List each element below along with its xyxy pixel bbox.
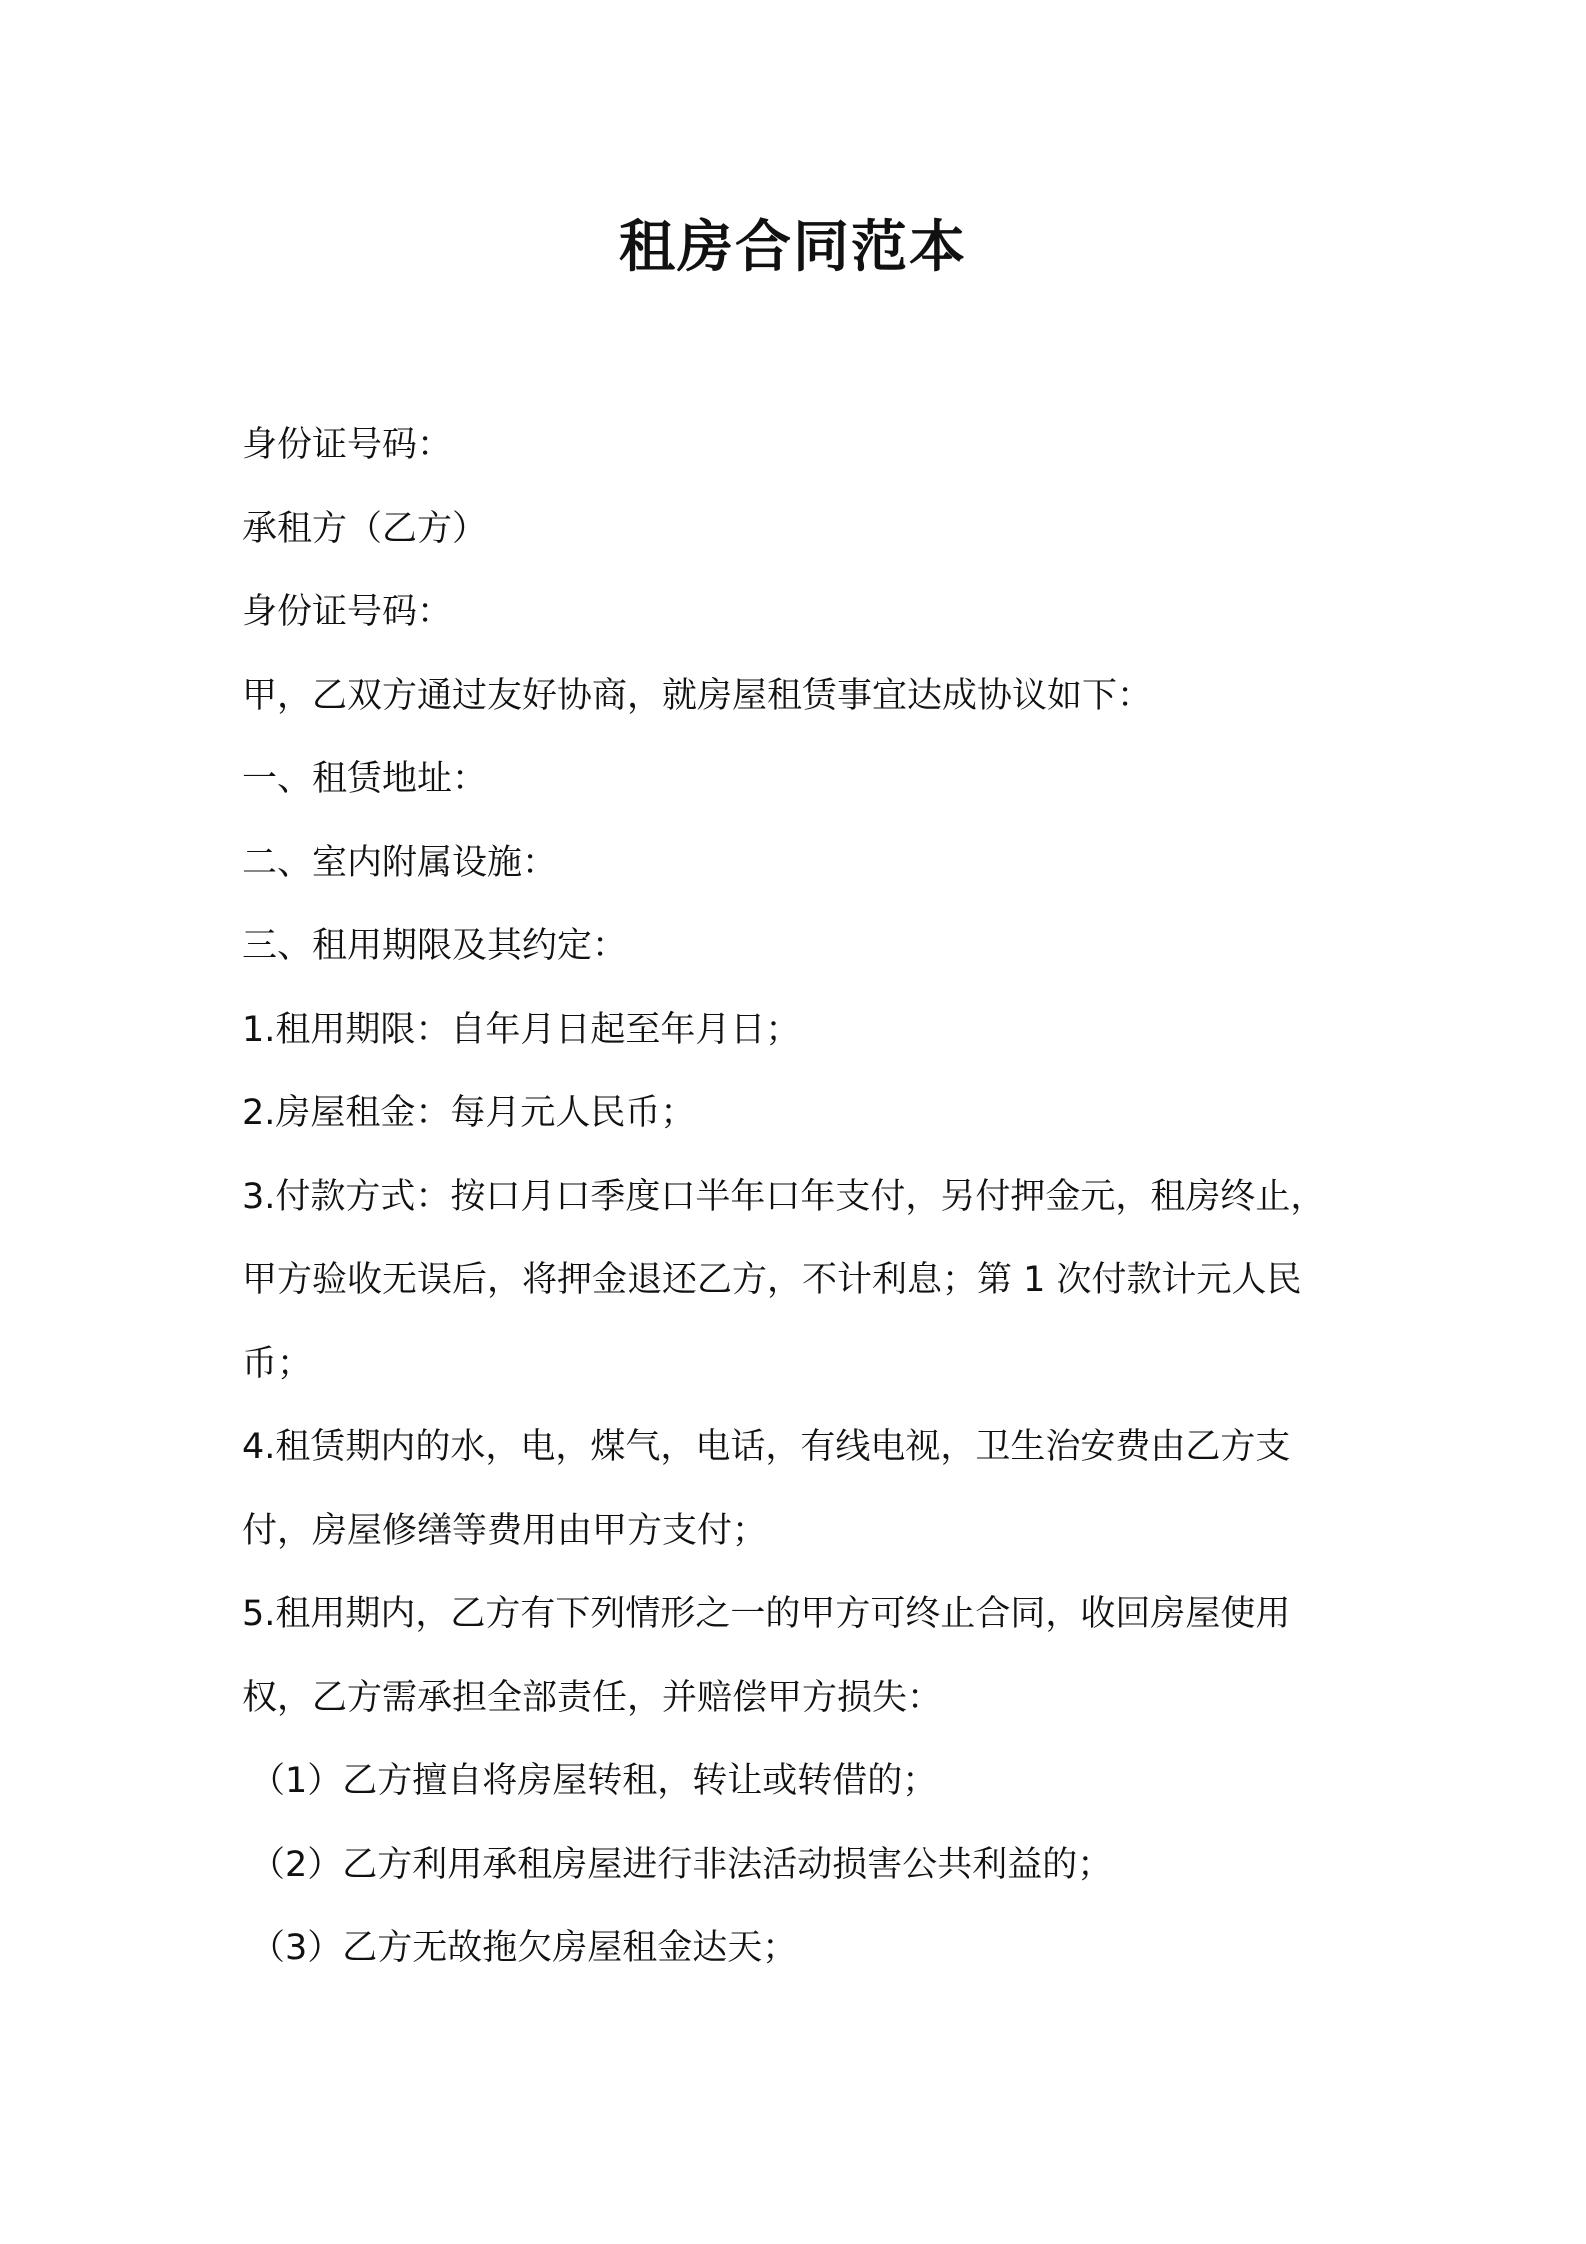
section-1-address: 一、租赁地址： <box>242 759 488 799</box>
clause-2-rent: 2.房屋租金：每月元人民币； <box>242 1093 696 1133</box>
section-3-term: 三、租用期限及其约定： <box>242 926 628 966</box>
clause-5-termination-line-2: 权，乙方需承担全部责任，并赔偿甲方损失： <box>242 1677 943 1718</box>
agreement-intro-line: 甲，乙双方通过友好协商，就房屋租赁事宜达成协议如下： <box>242 675 1153 716</box>
id-number-line-2: 身份证号码： <box>242 592 453 632</box>
clause-4-utilities-line-2: 付，房屋修缮等费用由甲方支付； <box>242 1510 768 1551</box>
clause-5-termination-line-1: 5.租用期内，乙方有下列情形之一的甲方可终止合同，收回房屋使用 <box>242 1594 1291 1634</box>
tenant-party-line: 承租方（乙方） <box>242 508 488 549</box>
clause-3-payment-line-1: 3.付款方式：按口月口季度口半年口年支付，另付押金元，租房终止， <box>242 1176 1326 1217</box>
clause-5-item-2: （2）乙方利用承租房屋进行非法活动损害公共利益的； <box>250 1844 1113 1885</box>
document-body <box>242 404 1352 1991</box>
document-title: 租房合同范本 <box>619 215 967 280</box>
clause-5-item-3: （3）乙方无故拖欠房屋租金达天； <box>250 1928 798 1968</box>
clause-4-utilities-line-1: 4.租赁期内的水，电，煤气，电话，有线电视，卫生治安费由乙方支 <box>242 1427 1291 1467</box>
clause-3-payment-line-3: 币； <box>242 1343 313 1384</box>
section-2-facilities: 二、室内附属设施： <box>242 842 558 883</box>
id-number-line-1: 身份证号码： <box>242 425 453 465</box>
clause-1-term: 1.租用期限：自年月日起至年月日； <box>242 1009 801 1050</box>
clause-3-payment-line-2: 甲方验收无误后，将押金退还乙方，不计利息；第 1 次付款计元人民 <box>242 1260 1302 1300</box>
clause-5-item-1: （1）乙方擅自将房屋转租，转让或转借的； <box>250 1761 938 1801</box>
